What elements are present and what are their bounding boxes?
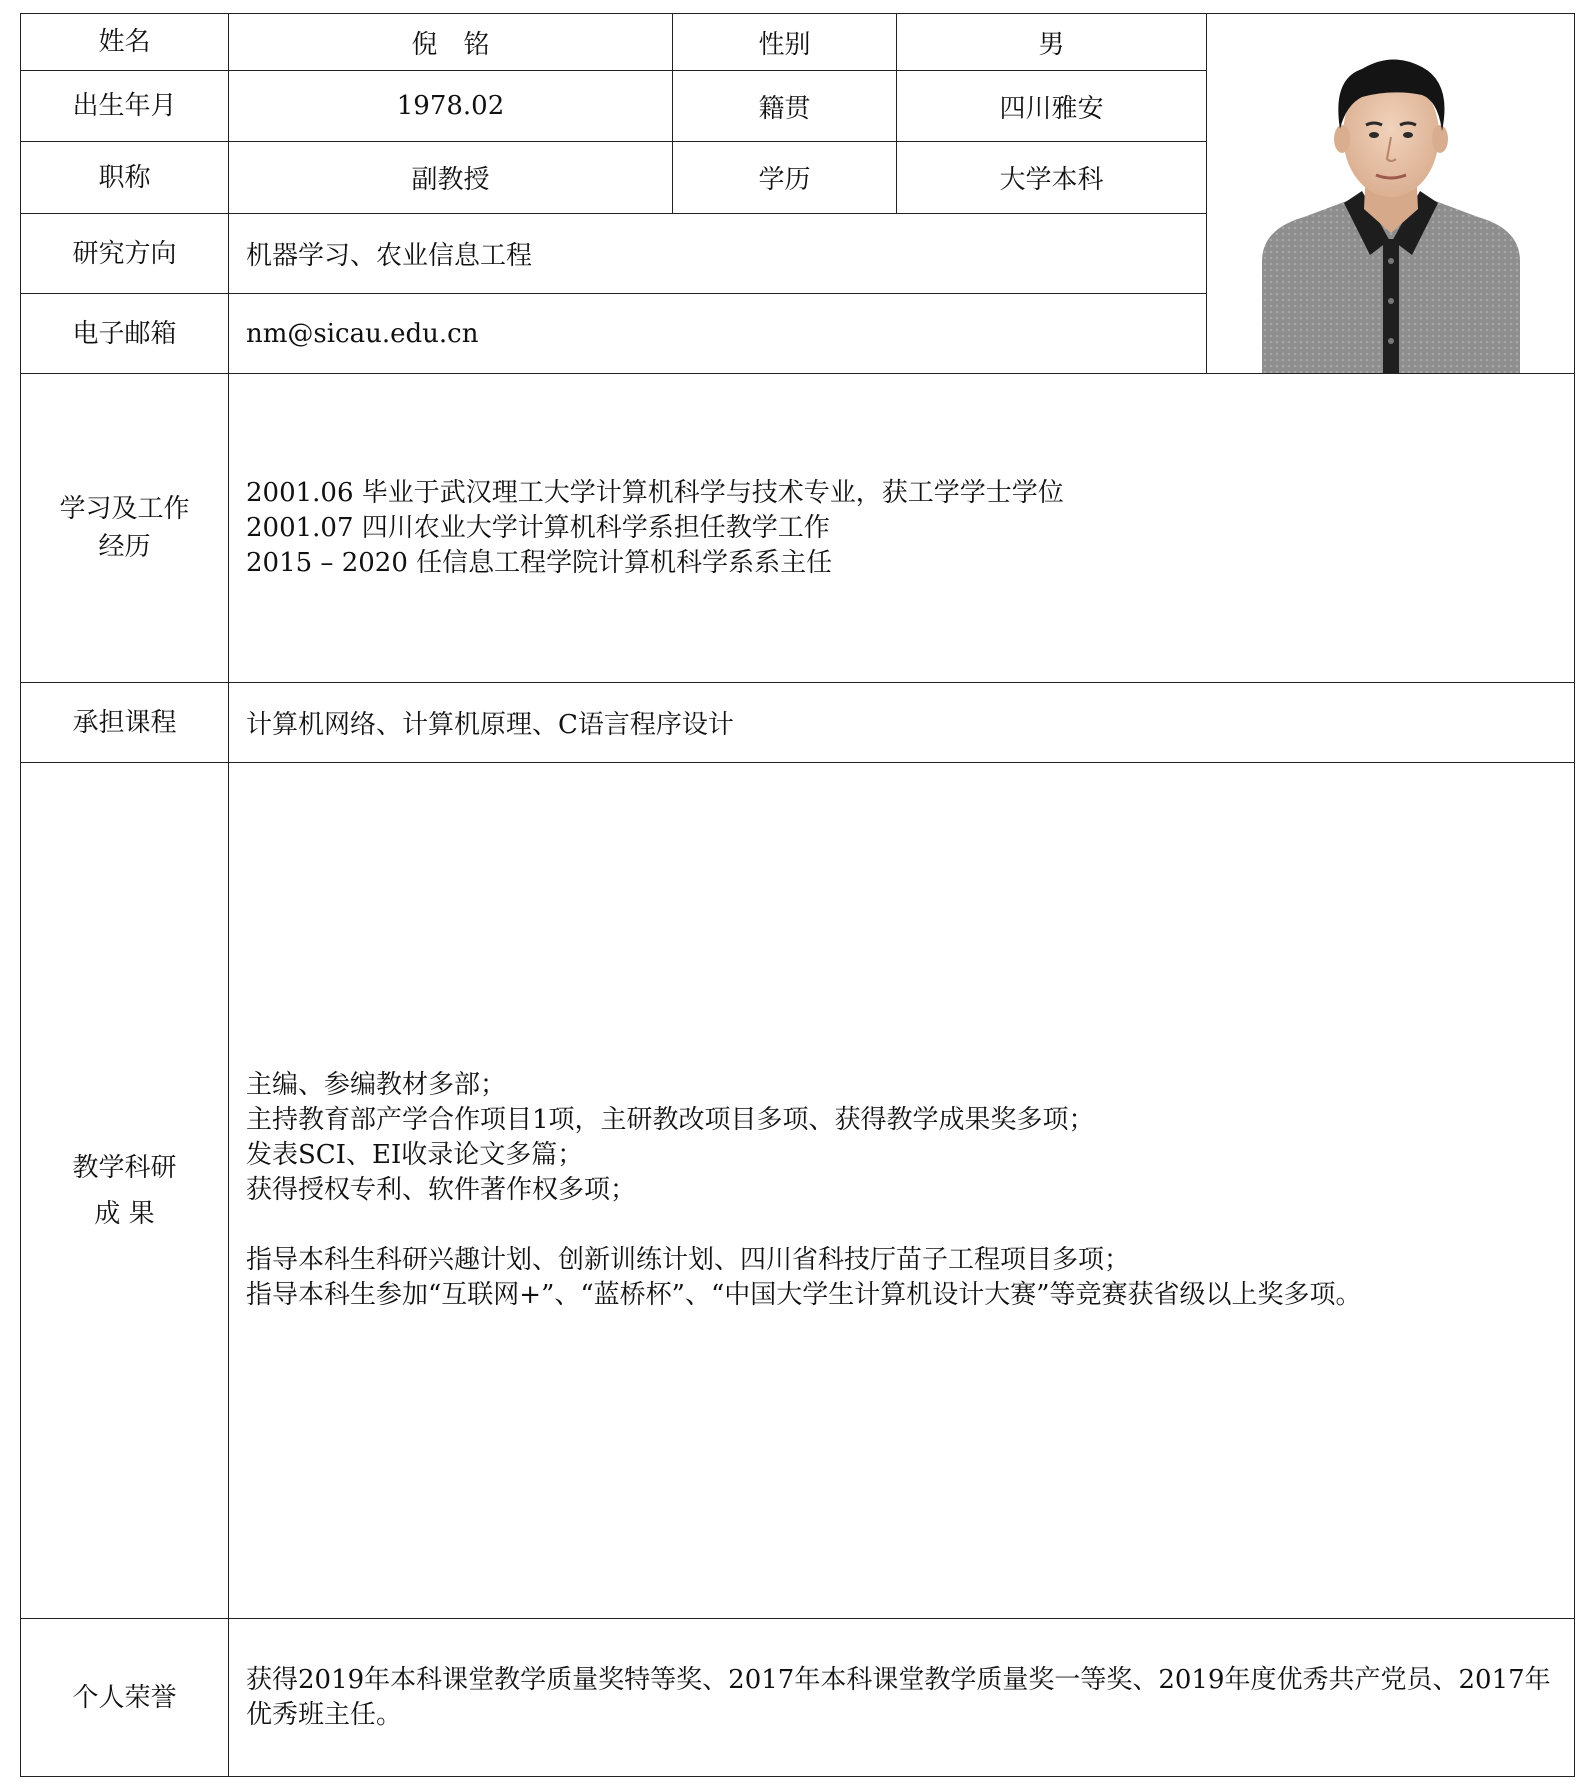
history-label-line2: 经历 — [98, 532, 151, 562]
honors-label: 个人荣誉 — [21, 1619, 229, 1777]
achievement-line: 主持教育部产学合作项目1项，主研教改项目多项、获得教学成果奖多项； — [246, 1105, 1095, 1135]
achievements-label — [21, 763, 229, 1619]
row-achievements — [21, 763, 1575, 1619]
achievement-line: 获得授权专利、软件著作权多项； — [246, 1175, 637, 1205]
row-courses — [21, 683, 1575, 763]
origin-label: 籍贯 — [673, 71, 897, 142]
achievement-line: 指导本科生参加“互联网+”、“蓝桥杯”、“中国大学生计算机设计大赛”等竞赛获省级以上奖多项。 — [246, 1280, 1362, 1310]
achievements-label-line2: 成 果 — [94, 1198, 155, 1229]
photo-cell — [1207, 14, 1575, 374]
history-label-line1: 学习及工作 — [59, 494, 190, 524]
research-label: 研究方向 — [21, 214, 229, 294]
achievements-content — [229, 763, 1575, 1619]
gender-label: 性别 — [673, 14, 897, 71]
email-label: 电子邮箱 — [21, 294, 229, 374]
history-line: 2001.06 毕业于武汉理工大学计算机科学与技术专业，获工学学士学位 — [246, 477, 1064, 508]
name-label: 姓名 — [21, 14, 229, 71]
birth-value: 1978.02 — [229, 71, 673, 142]
title-value: 副教授 — [229, 142, 673, 214]
research-value: 机器学习、农业信息工程 — [229, 214, 1207, 294]
achievement-line: 发表SCI、EI收录论文多篇； — [246, 1140, 584, 1170]
history-content — [229, 374, 1575, 683]
portrait-photo — [1262, 39, 1520, 373]
row-history — [21, 374, 1575, 683]
education-value: 大学本科 — [897, 142, 1207, 214]
row-name — [21, 14, 1575, 71]
achievement-line — [246, 1208, 1562, 1243]
row-honors — [21, 1619, 1575, 1777]
achievement-line: 指导本科生科研兴趣计划、创新训练计划、四川省科技厅苗子工程项目多项； — [246, 1245, 1131, 1275]
achievement-line: 主编、参编教材多部； — [246, 1070, 507, 1100]
courses-label: 承担课程 — [21, 683, 229, 763]
email-value: nm@sicau.edu.cn — [229, 294, 1207, 374]
history-line: 2015 – 2020 任信息工程学院计算机科学系系主任 — [246, 547, 833, 578]
honors-value: 获得2019年本科课堂教学质量奖特等奖、2017年本科课堂教学质量奖一等奖、2019年度优秀共产党员、2017年优秀班主任。 — [229, 1619, 1575, 1777]
birth-label: 出生年月 — [21, 71, 229, 142]
history-line: 2001.07 四川农业大学计算机科学系担任教学工作 — [246, 512, 830, 543]
name-value: 倪 铭 — [229, 14, 673, 71]
achievements-label-line1: 教学科研 — [72, 1152, 177, 1183]
history-label — [21, 374, 229, 683]
gender-value: 男 — [897, 14, 1207, 71]
origin-value: 四川雅安 — [897, 71, 1207, 142]
education-label: 学历 — [673, 142, 897, 214]
courses-value: 计算机网络、计算机原理、C语言程序设计 — [229, 683, 1575, 763]
profile-table — [20, 13, 1575, 1777]
title-label: 职称 — [21, 142, 229, 214]
